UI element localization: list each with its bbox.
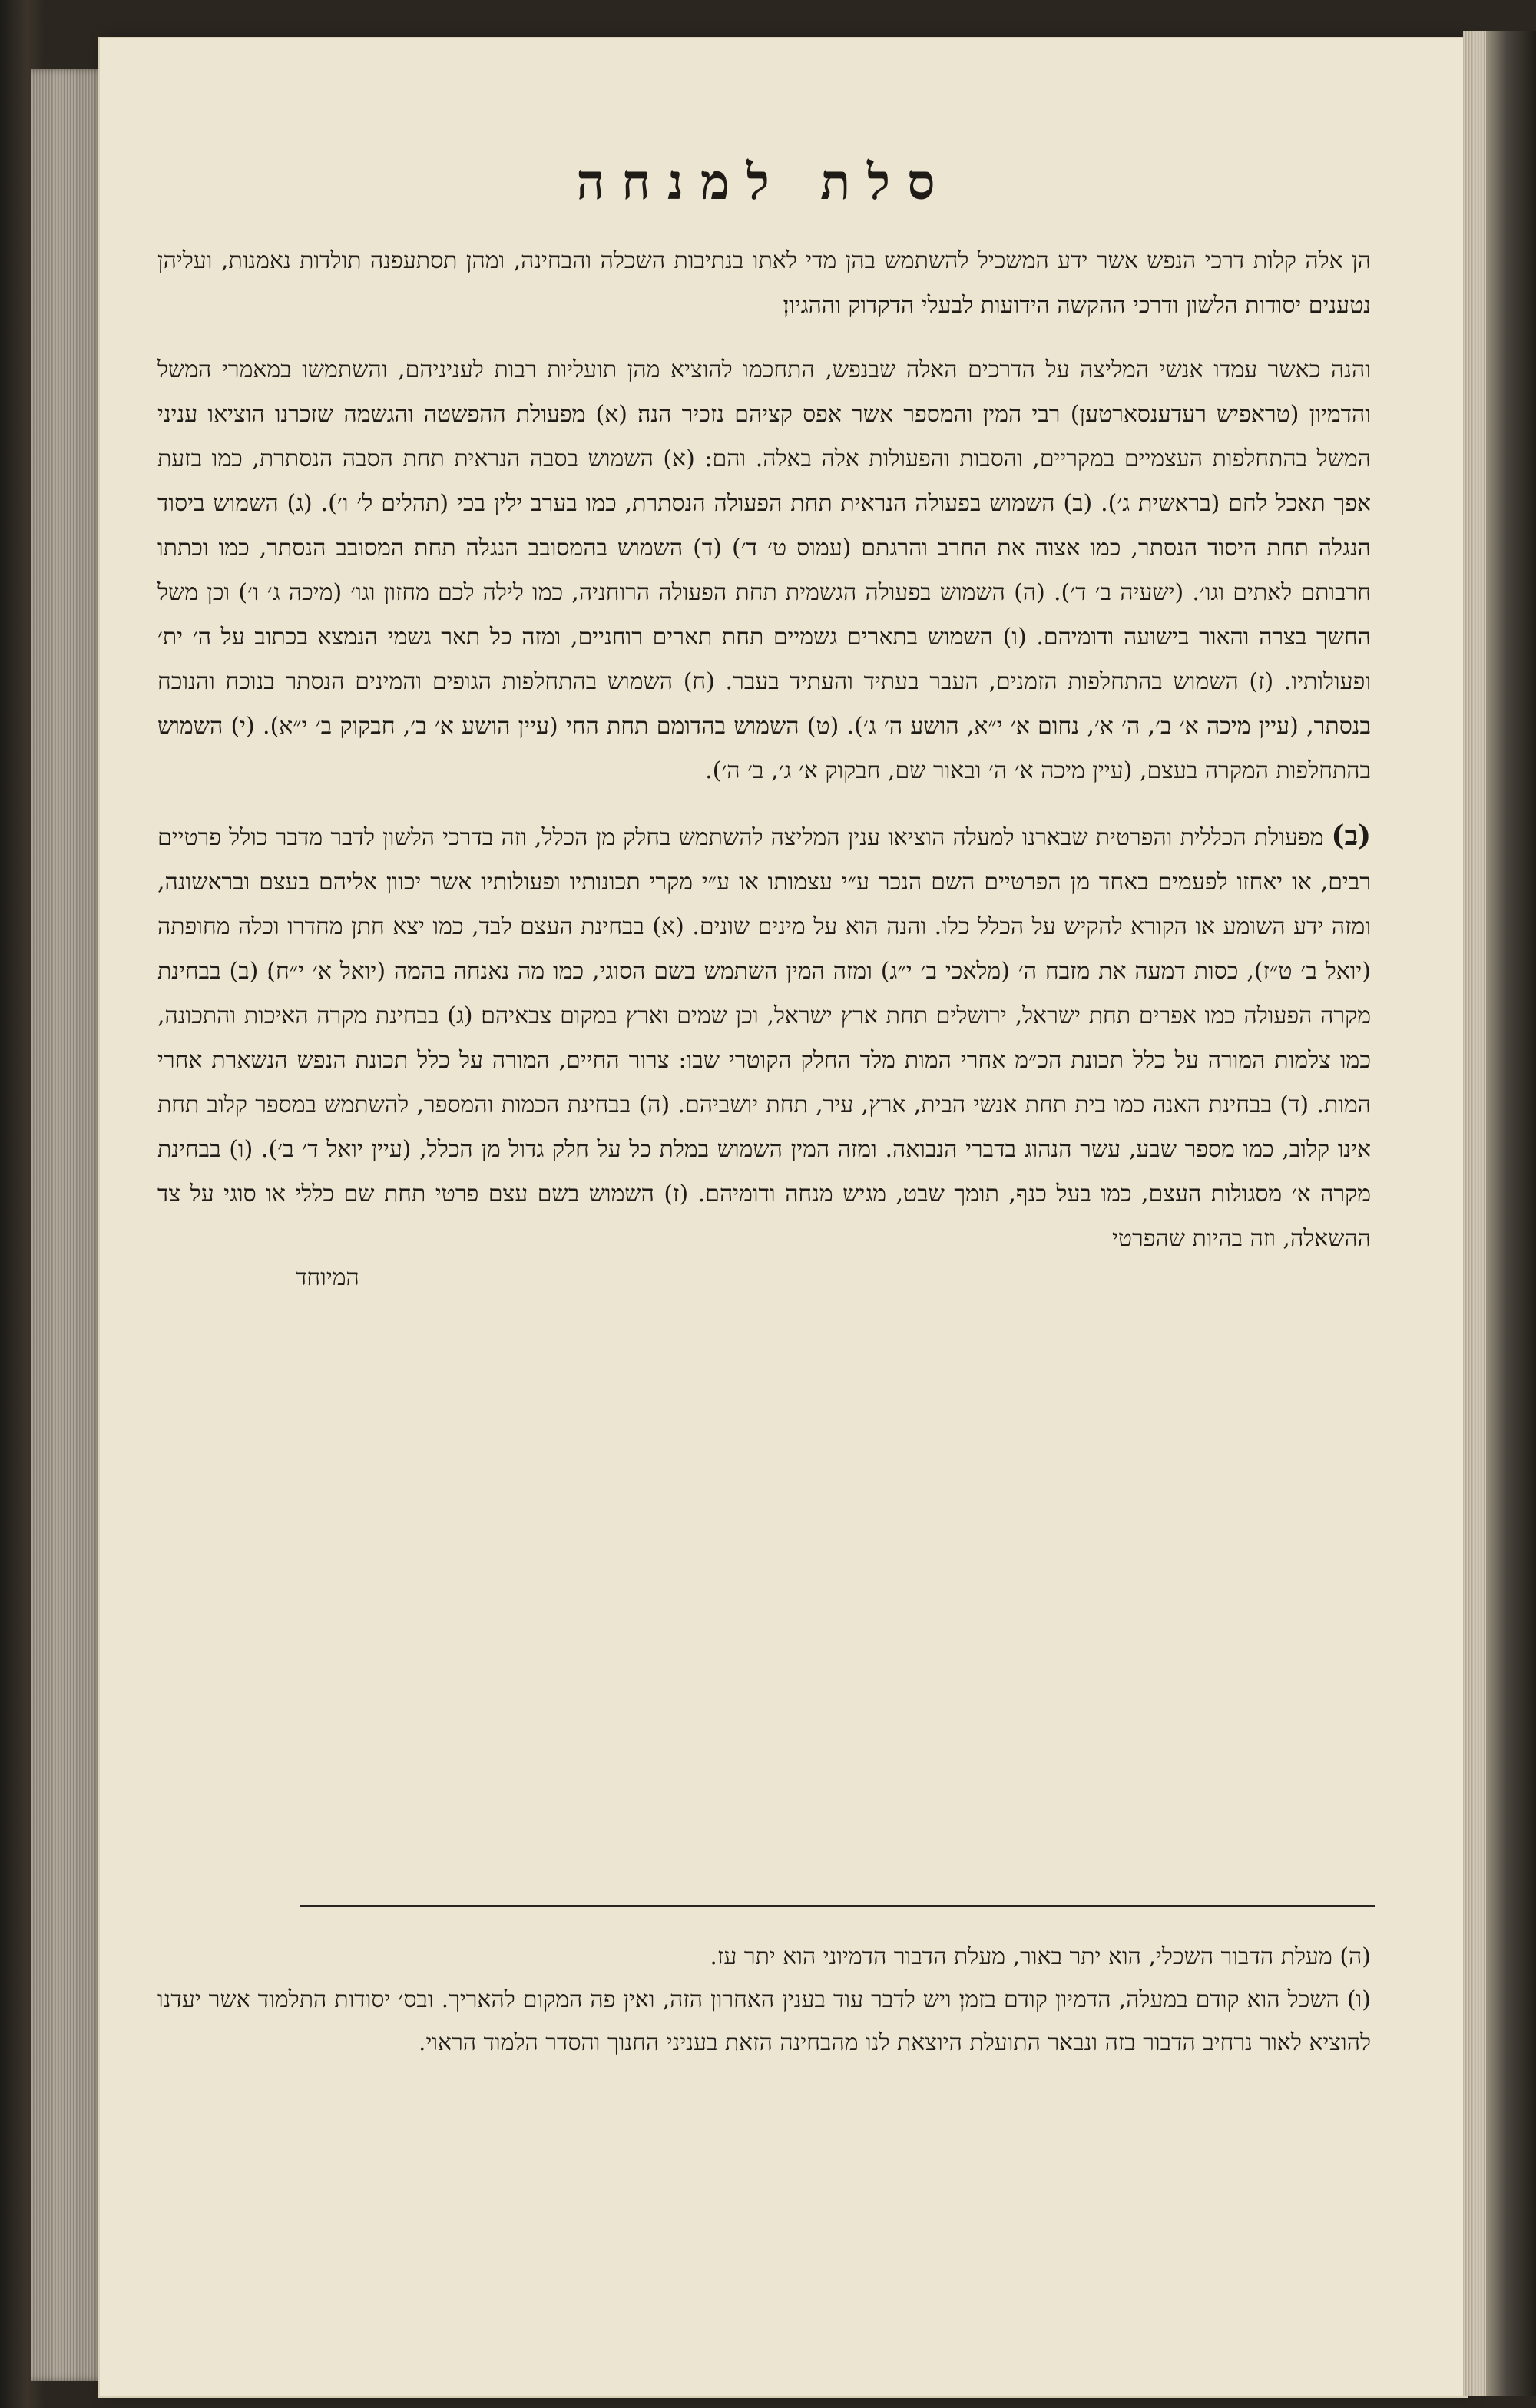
paragraph-bet: (ב) מפעולת הכללית והפרטית שבארנו למעלה הוציאו ענין המליצה להשתמש בחלק מן הכלל, וזה בדרכי הלשון לדבר מדבר כולל פרטיים רבים, או יאחזו לפעמים באחד מן הפרטיים השם הנכר ע״י עצמותו או ע״י מקרי תכונותיו ופעולותיו אשר יכוון אליהם בעצם ובראשונה, ומזה ידע השומע או הקורא להקיש על הכלל כלו. והנה הוא על מינים שונים. (א) בבחינת העצם לבד, כמו יצא חתן מחדרו וכלה מחופתה (יואל ב׳ ט״ז), כסות דמעה את מזבח ה׳ (מלאכי ב׳ י״ג) ומזה המין השתמש בשם הסוגי, כמו מה נאנחה בהמה (יואל א׳ י״ח)׃ (ב) בבחינת מקרה הפעולה כמו אפרים תחת ישראל, ירושלים תחת ארץ ישראל, וכן שמים וארץ במקום צבאיהם׃ (ג) בבחינת מקרה האיכות והתכונה, כמו צלמות המורה על כלל תכונת הכ״מ אחרי המות מלד החלק הקוטרי שבו: צרור החיים, המורה על כלל תכונת הנפש הנשארת אחרי המות. (ד) בבחינת האנה כמו בית תחת אנשי הבית, ארץ, עיר, תחת יושביהם. (ה) בבחינת הכמות והמספר, להשתמש במספר קלוב תחת אינו קלוב, כמו מספר שבע, עשר הנהוג בדברי הנבואה. ומזה המין השמוש במלת כל על חלק גדול מן הכלל, (עיין יואל ד׳ ב׳). (ו) בבחינת מקרה א׳ מסגולות העצם, כמו בעל כנף, תומך שבט, מגיש מנחה ודומיהם. (ז) השמוש בשם עצם פרטי תחת שם כללי או סוגי על צד ההשאלה, וזה בהיות שהפרטי [157, 819, 1371, 1252]
footnote-vav: (ו) השכל הוא קודם במעלה, הדמיון קודם בזמן׃ ויש לדבר עוד בענין האחרון הזה, ואין פה המקום להאריך. ובס׳ יסודות התלמוד אשר יעדנו להוציא לאור נרחיב הדבור בזה ונבאר התועלת היוצאת לנו מהבחינה הזאת בעניני החנוך והסדר הלמוד הראוי. [157, 1986, 1371, 2056]
footnotes-block [157, 1936, 1371, 2065]
paragraph-alef: והנה כאשר עמדו אנשי המליצה על הדרכים האלה שבנפש, התחכמו להוציא מהן תועליות רבות לעניניהם, והשתמשו במאמרי המשל והדמיון (טראפיש רעדענסארטען) רבי המין והמספר אשר אפס קציהם נזכיר הנה׃ (א) מפעולת ההפשטה והגשמה שזכרנו הוציאו עניני המשל בהתחלפות העצמיים במקריים, והסבות והפעולות אלה באלה. והם: (א) השמוש בסבה הנראית תחת הסבה הנסתרת, כמו בזעת אפך תאכל לחם (בראשית ג׳). (ב) השמוש בפעולה הנראית תחת הפעולה הנסתרת, כמו בערב ילין בכי (תהלים ל׳ ו׳). (ג) השמוש ביסוד הנגלה תחת היסוד הנסתר, כמו אצוה את החרב והרגתם (עמוס ט׳ ד׳) (ד) השמוש בהמסובב הנגלה תחת המסובב הנסתר, כמו וכתתו חרבותם לאתים וגו׳. (ישעיה ב׳ ד׳). (ה) השמוש בפעולה הגשמית תחת הפעולה הרוחניה, כמו לילה לכם מחזון וגו׳ (מיכה ג׳ ו׳) וכן משל החשך בצרה והאור בישועה ודומיהם. (ו) השמוש בתארים גשמיים תחת תארים רוחניים, ומזה כל תאר גשמי הנמצא בכתוב על ה׳ ית׳ ופעולותיו. (ז) השמוש בהתחלפות הזמנים, העבר בעתיד והעתיד בעבר. (ח) השמוש בהתחלפות הגופים והמינים הנסתר בנוכח והנוכח בנסתר, (עיין מיכה א׳ ב׳, ה׳ א׳, נחום א׳ י״א, הושע ה׳ ג׳). (ט) השמוש בהדומם תחת החי (עיין הושע א׳ ב׳, חבקוק ב׳ י״א). (י) השמוש בהתחלפות המקרה בעצם, (עיין מיכה א׳ ה׳ ובאור שם, חבקוק א׳ ג׳, ב׳ ה׳). [157, 356, 1371, 784]
page-title: סלת למנחה [576, 154, 952, 211]
page-edges-left [31, 69, 104, 2381]
footnote-divider [300, 1905, 1375, 1907]
intro-paragraph: הן אלה קלות דרכי הנפש אשר ידע המשכיל להשתמש בהן מדי לאתו בנתיבות השכלה והבחינה, ומהן תסתעפנה תולדות נאמנות, ועליהן נטענים יסודות הלשון ודרכי ההקשה הידועות לבעלי הדקדוק וההגיון׃ [157, 247, 1371, 319]
section-marker-bet: ב [1344, 819, 1358, 852]
paragraph-bet-tail: המיוחד [296, 1264, 359, 1291]
page-edges-right-stripes [1463, 31, 1486, 2396]
footnote-he: (ה) מעלת הדבור השכלי, הוא יתר באור, מעלת הדבור הדמיוני הוא יתר עז. [710, 1943, 1371, 1970]
main-text-block [157, 154, 1371, 1300]
paragraph-bet-text: מפעולת הכללית והפרטית שבארנו למעלה הוציאו ענין המליצה להשתמש בחלק מן הכלל, וזה בדרכי הלשון לדבר מדבר כולל פרטיים רבים, או יאחזו לפעמים באחד מן הפרטיים השם הנכר ע״י עצמותו או ע״י מקרי תכונותיו ופעולותיו אשר יכוון אליהם בעצם ובראשונה, ומזה ידע השומע או הקורא להקיש על הכלל כלו. והנה הוא על מינים שונים. (א) בבחינת העצם לבד, כמו יצא חתן מחדרו וכלה מחופתה (יואל ב׳ ט״ז), כסות דמעה את מזבח ה׳ (מלאכי ב׳ י״ג) ומזה המין השתמש בשם הסוגי, כמו מה נאנחה בהמה (יואל א׳ י״ח)׃ (ב) בבחינת מקרה הפעולה כמו אפרים תחת ישראל, ירושלים תחת ארץ ישראל, וכן שמים וארץ במקום צבאיהם׃ (ג) בבחינת מקרה האיכות והתכונה, כמו צלמות המורה על כלל תכונת הכ״מ אחרי המות מלד החלק הקוטרי שבו: צרור החיים, המורה על כלל תכונת הנפש הנשארת אחרי המות. (ד) בבחינת האנה כמו בית תחת אנשי הבית, ארץ, עיר, תחת יושביהם. (ה) בבחינת הכמות והמספר, להשתמש במספר קלוב תחת אינו קלוב, כמו מספר שבע, עשר הנהוג בדברי הנבואה. ומזה המין השמוש במלת כל על חלק גדול מן הכלל, (עיין יואל ד׳ ב׳). (ו) בבחינת מקרה א׳ מסגולות העצם, כמו בעל כנף, תומך שבט, מגיש מנחה ודומיהם. (ז) השמוש בשם עצם פרטי תחת שם כללי או סוגי על צד ההשאלה, וזה בהיות שהפרטי [157, 823, 1371, 1252]
